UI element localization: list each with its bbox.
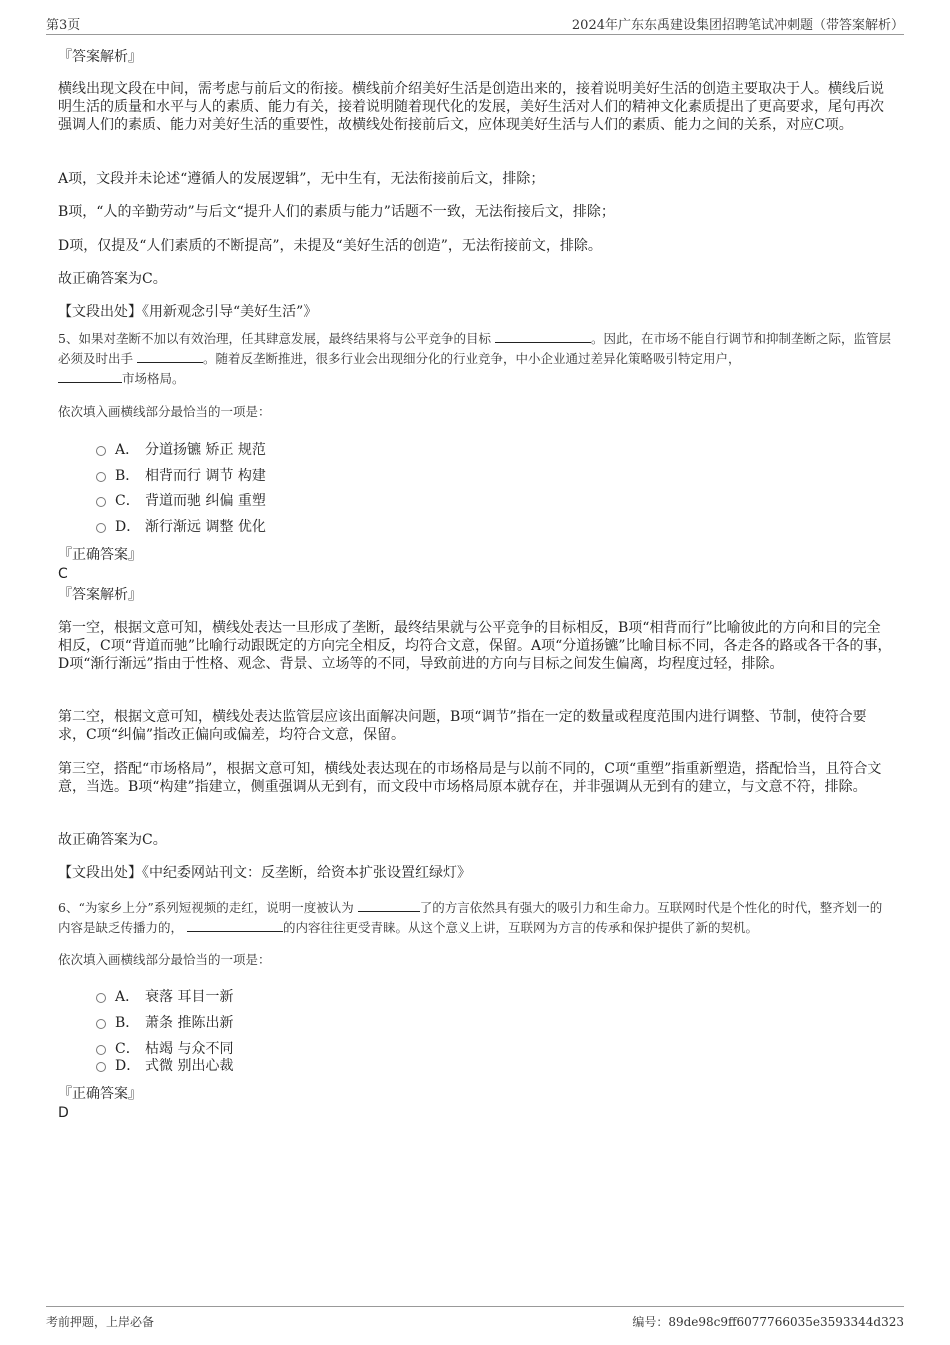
- q4-analysis-p4: D项，仅提及“人们素质的不断提高”，未提及“美好生活的创造”，无法衔接前文，排除。: [58, 238, 602, 254]
- q4-source: 【文段出处】《用新观念引导“美好生活”》: [58, 304, 318, 320]
- q6-option-b[interactable]: B． 萧条 推陈出新: [96, 1014, 233, 1032]
- q5-analysis-title: 『答案解析』: [58, 587, 142, 603]
- radio-icon[interactable]: [96, 1062, 106, 1072]
- q5-option-d[interactable]: D． 渐行渐远 调整 优化: [96, 518, 266, 536]
- q5-stem: 5、如果对垄断不加以有效治理，任其肆意发展，最终结果将与公平竞争的目标 。因此，在市场不能自行调节和抑制垄断之际，监管层必须及时出手 。随着反垄断推进，很多行业会出现细分化的行业竞争，中小企业通过差异化策略吸引特定用户， 市场格局。: [58, 331, 891, 386]
- radio-icon[interactable]: [96, 993, 106, 1003]
- footer-slogan: 考前押题，上岸必备: [46, 1315, 155, 1329]
- q6-option-d[interactable]: D． 式微 别出心裁: [96, 1057, 233, 1075]
- q5-analysis-p3: 第三空，搭配“市场格局”，根据文意可知，横线处表达现在的市场格局是与以前不同的，C项“重塑”指重新塑造，搭配恰当，且符合文意，当选。B项“构建”指建立，侧重强调从无到有，而文段中市场格局原本就存在，并非强调从无到有的建立，与文意不符，排除。: [58, 761, 882, 795]
- q5-blank-3: [58, 369, 122, 383]
- radio-icon[interactable]: [96, 472, 106, 482]
- q6-answer: D: [58, 1105, 69, 1121]
- q4-analysis-p1: 横线出现文段在中间，需考虑与前后文的衔接。横线前介绍美好生活是创造出来的，接着说明美好生活的创造主要取决于人。横线后说明生活的质量和水平与人的素质、能力有关，接着说明随着现代化的发展，美好生活对人们的精神文化素质提出了更高要求，尾句再次强调人们的素质、能力对美好生活的重要性，故横线处衔接前后文，应体现美好生活与人们的素质、能力之间的关系，对应C项。: [58, 81, 884, 133]
- q5-answer: C: [58, 566, 68, 582]
- radio-icon[interactable]: [96, 497, 106, 507]
- q6-blank-1: [358, 898, 420, 912]
- q5-analysis-p1: 第一空，根据文意可知，横线处表达一旦形成了垄断，最终结果就与公平竞争的目标相反，B项“相背而行”比喻彼此的方向和目的完全相反，C项“背道而驰”比喻行动跟既定的方向完全相反，均符合文意，保留。A项“分道扬镳”比喻目标不同，各走各的路或各干各的事，D项“渐行渐远”指由于性格、观念、背景、立场等的不同，导致前进的方向与目标之间发生偏离，均程度过轻，排除。: [58, 620, 892, 672]
- q6-answer-title: 『正确答案』: [58, 1086, 142, 1102]
- q5-source: 【文段出处】《中纪委网站刊文：反垄断，给资本扩张设置红绿灯》: [58, 865, 471, 881]
- q4-analysis-title: 『答案解析』: [58, 49, 142, 65]
- q6-stem: 6、“为家乡上分”系列短视频的走红，说明一度被认为 了的方言依然具有强大的吸引力和生命力。互联网时代是个性化的时代，整齐划一的内容是缺乏传播力的， 的内容往往更受青睐。从这个意义上讲，互联网为方言的传承和保护提供了新的契机。: [58, 900, 883, 935]
- radio-icon[interactable]: [96, 1045, 106, 1055]
- q5-blank-1: [495, 329, 591, 343]
- q5-option-b[interactable]: B． 相背而行 调节 构建: [96, 467, 266, 485]
- q6-blank-2: [187, 918, 283, 932]
- q4-analysis-p2: A项，文段并未论述“遵循人的发展逻辑”，无中生有，无法衔接前后文，排除；: [58, 171, 545, 187]
- radio-icon[interactable]: [96, 523, 106, 533]
- page-number: 第3页: [46, 18, 81, 33]
- q6-option-c[interactable]: C． 枯竭 与众不同: [96, 1040, 233, 1058]
- q4-analysis-p3: B项，“人的辛勤劳动”与后文“提升人们的素质与能力”话题不一致，无法衔接后文，排除；: [58, 204, 615, 220]
- q5-analysis-p4: 故正确答案为C。: [58, 832, 167, 848]
- footer-id: 编号：89de98c9ff6077766035e3593344d323: [632, 1315, 904, 1329]
- page-footer: [46, 1306, 904, 1333]
- radio-icon[interactable]: [96, 446, 106, 456]
- q5-option-c[interactable]: C． 背道而驰 纠偏 重塑: [96, 492, 266, 510]
- q5-blank-2: [137, 349, 203, 363]
- page-header: [46, 14, 904, 35]
- q5-option-a[interactable]: A． 分道扬镳 矫正 规范: [96, 441, 266, 459]
- q5-instruction: 依次填入画横线部分最恰当的一项是：: [58, 404, 271, 419]
- document-title: 2024年广东东禹建设集团招聘笔试冲刺题（带答案解析）: [571, 18, 904, 33]
- q6-instruction: 依次填入画横线部分最恰当的一项是：: [58, 952, 271, 967]
- radio-icon[interactable]: [96, 1019, 106, 1029]
- q4-analysis-p5: 故正确答案为C。: [58, 271, 167, 287]
- q6-option-a[interactable]: A． 衰落 耳目一新: [96, 988, 233, 1006]
- q5-answer-title: 『正确答案』: [58, 547, 142, 563]
- q5-analysis-p2: 第二空，根据文意可知，横线处表达监管层应该出面解决问题，B项“调节”指在一定的数量或程度范围内进行调整、节制，使符合要求，C项“纠偏”指改正偏向或偏差，均符合文意，保留。: [58, 709, 867, 743]
